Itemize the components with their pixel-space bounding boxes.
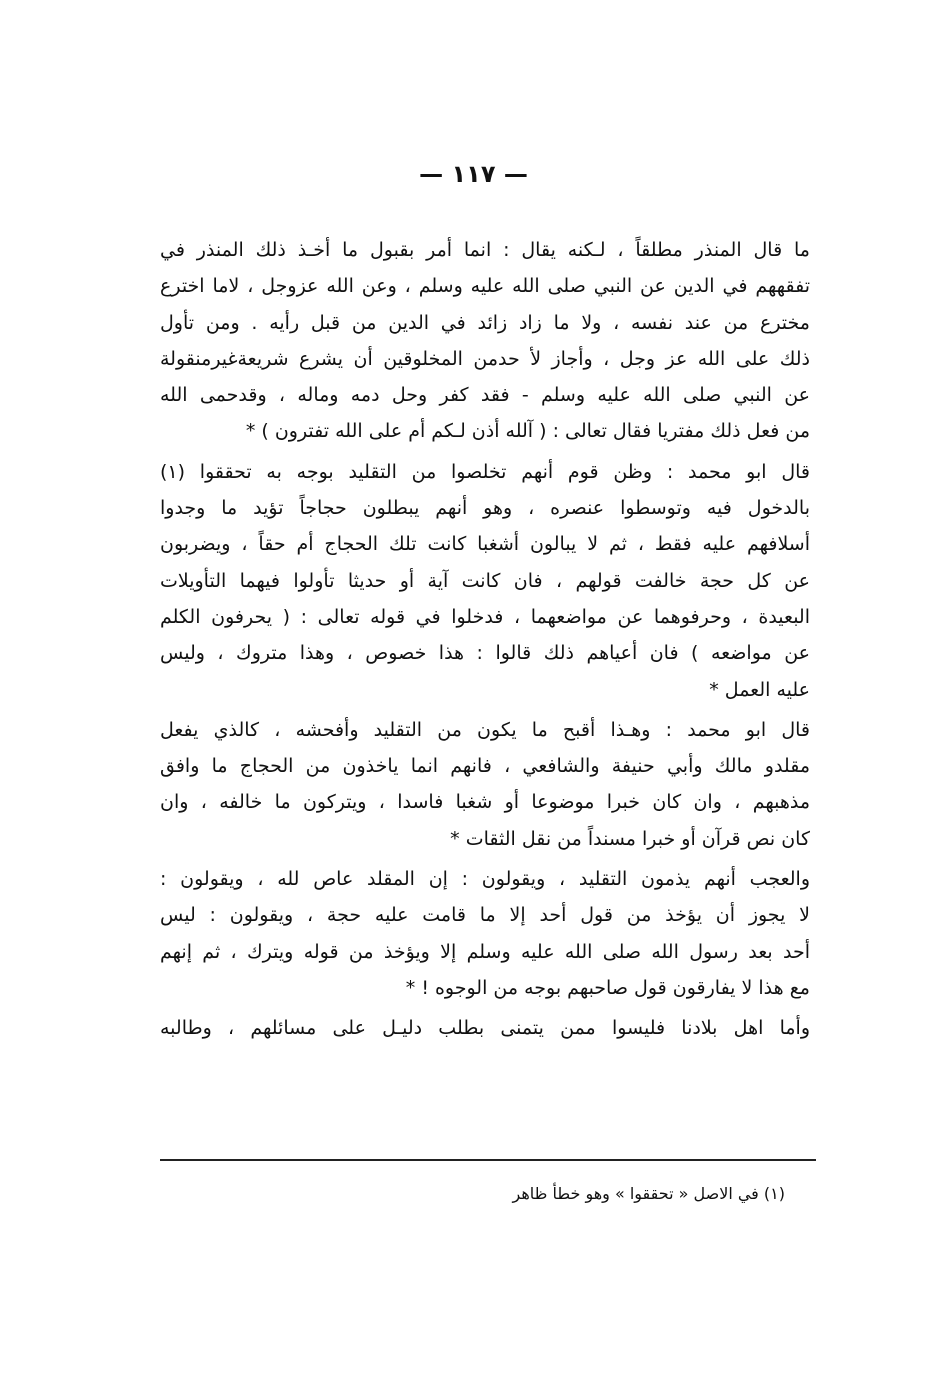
text-line: لا يجوز أن يؤخذ من قول أحد إلا ما قامت عليه حجة ، ويقولون : ليس (160, 904, 810, 927)
footnote-divider (160, 1159, 816, 1161)
text-line: ذلك على الله عز وجل ، وأجاز لأ حدمن المخلوقين أن يشرع شريعةغيرمنقولة (160, 347, 810, 370)
main-text-block (160, 232, 810, 1047)
text-line: مع هذا لا يفارقون قول صاحبهم بوجه من الوجوه ! * (405, 976, 810, 999)
paragraph (160, 861, 810, 1006)
footnote: (١) في الاصل « تحققوا » وهو خطأ ظاهر (512, 1184, 785, 1203)
text-line: مذهبهم ، وان كان خبرا موضوعا أو شغبا فاسدا ، ويتركون ما خالفه ، وان (160, 791, 810, 814)
text-line: عن كل حجة خالفت قولهم ، فان كانت آية أو حديثا تأولوا فيهما التأويلات (160, 569, 810, 592)
text-line: من فعل ذلك مفتريا فقال تعالى : ( آلله أذن لـكم أم على الله تفترون ) * (245, 420, 810, 443)
paragraph (160, 712, 810, 857)
text-line: بالدخول فيه وتوسطوا عنصره ، وهو أنهم يبطلون حجاجاً تؤيد ما وجدوا (160, 497, 810, 520)
paragraph (160, 232, 810, 450)
text-line: قال ابو محمد : وهـذا أقبح ما يكون من التقليد وأفحشه ، كالذي يفعل (160, 718, 810, 741)
text-line: تفقههم في الدين عن النبي صلى الله عليه وسلم ، وعن الله عزوجل ، لاما اخترع (160, 275, 810, 298)
text-line: والعجب أنهم يذمون التقليد ، ويقولون : إن المقلد عاص لله ، ويقولون : (160, 868, 810, 891)
text-line: عن النبي صلى الله عليه وسلم - فقد كفر وحل دمه وماله ، وقدحمى الله (160, 384, 810, 407)
text-line: قال ابو محمد : وظن قوم أنهم تخلصوا من التقليد بوجه به تحققوا (١) (160, 460, 810, 483)
text-line: عليه العمل * (709, 678, 810, 701)
text-line: البعيدة ، وحرفوهما عن مواضعهما ، فدخلوا في قوله تعالى : ( يحرفون الكلم (160, 605, 810, 628)
paragraph (160, 454, 810, 708)
text-line: أسلافهم عليه فقط ، ثم لا يبالون أشغبا كانت تلك الحجاج أم حقاً ، ويضربون (160, 533, 810, 556)
text-line: مخترع من عند نفسه ، ولا ما زاد زائد في الدين من قبل رأيه . ومن تأول (160, 311, 810, 334)
text-line: أحد بعد رسول الله صلى الله عليه وسلم إلا ويؤخذ من قوله ويترك ، ثم إنهم (160, 940, 810, 963)
text-line: كان نص قرآن أو خبرا مسنداً من نقل الثقات * (450, 827, 810, 850)
text-line: ما قال المنذر مطلقاً ، لـكنه يقال : انما أمر بقبول ما أخـذ ذلك المنذر في (160, 239, 810, 261)
text-line: عن مواضعه ) فان أعياهم ذلك قالوا : هذا خصوص ، وهذا متروك ، وليس (160, 642, 810, 665)
text-line: مقلدو مالك وأبي حنيفة والشافعي ، فانهم انما ياخذون من الحجاج ما وافق (160, 755, 810, 778)
paragraph (160, 1010, 810, 1046)
page-number: — ١١٧ — (419, 160, 528, 188)
text-line: وأما اهل بلادنا فليسوا ممن يتمنى بطلب دليـل على مسائلهم ، وطالبه (160, 1017, 810, 1040)
